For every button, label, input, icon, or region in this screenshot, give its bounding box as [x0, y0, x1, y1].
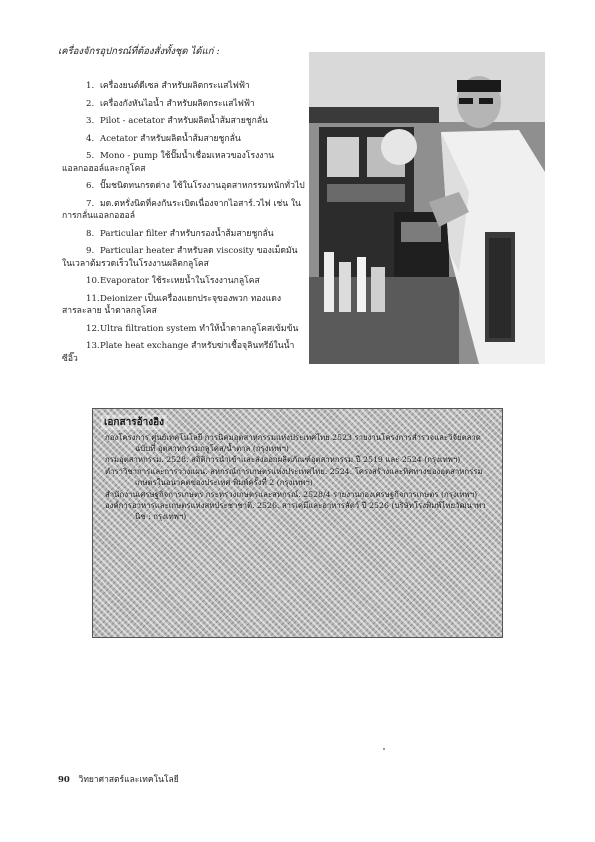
- list-item-text: Acetator สำหรับผลิตน้ำส้มสายชูกลั่น: [100, 133, 241, 144]
- reference-item: ตำราวิชาการและการวางแผน. สหกรณ์การเกษตรแห่งประเทศไทย. 2524. โครงสร้างและทิศทางของอุตสาหกรรมเกษตรในอนาคตของประเทศ พิมพ์ครั้งที่ 2 (กรุงเทพฯ): [105, 467, 483, 487]
- list-item: [62, 180, 307, 193]
- list-item-text: มด.ตหรั่งนิตที่คงกันระเบิดเนื่องจากไอสาร์.วไฟ เช่น ในการกลั่นแอลกอฮอล์: [62, 198, 301, 221]
- list-item: [62, 340, 307, 365]
- list-item-text: Particular heater สำหรับลด viscosity ของเม็ดมันในเวลาต้มรวดเร็วในโรงงานผลิตกลูโคส: [62, 246, 298, 269]
- lab-photo-illustration: [309, 52, 545, 364]
- list-item: [62, 133, 307, 146]
- list-item: [62, 98, 307, 111]
- page-footer: [58, 772, 179, 786]
- list-item-text: Particular filter สำหรับกรองน้ำส้มสายชูกลั่น: [100, 228, 274, 239]
- list-item: [62, 245, 307, 270]
- list-item-number: 3.: [86, 116, 95, 126]
- list-item-text: Mono - pump ใช้ปั๊มน้ำเชื่อมเหลวของโรงงานแอลกอฮอล์และกลูโคส: [62, 151, 275, 174]
- list-item-number: 11.: [86, 293, 100, 304]
- references-list: [105, 433, 495, 524]
- list-item: [62, 323, 307, 336]
- list-item-number: 5.: [86, 151, 95, 161]
- list-item-number: 7.: [86, 198, 95, 209]
- scan-speck: [383, 748, 385, 750]
- list-item-number: 4.: [86, 133, 95, 144]
- list-item-number: 13.: [86, 341, 100, 351]
- list-item: [62, 198, 307, 223]
- equipment-list: [62, 80, 307, 370]
- list-item-text: ปั๊มชนิดทนกรดด่าง ใช้ในโรงงานอุตสาหกรรมหนักทั่วไป: [100, 181, 305, 191]
- list-item-text: Ultra filtration system ทำให้น้ำตาลกลูโคสเข้มข้น: [100, 323, 299, 334]
- page-number: 90: [58, 775, 70, 785]
- reference-item: สำนักงานเศรษฐกิจการเกษตร กระทรวงเกษตรและสหกรณ์. 2528/4 รายงานกองเศรษฐกิจการเกษตร (กรุงเทพฯ): [105, 489, 478, 499]
- list-item: [62, 115, 307, 128]
- list-item-number: 1.: [86, 81, 95, 91]
- list-item-number: 10.: [86, 276, 100, 286]
- list-item-text: Plate heat exchange สำหรับฆ่าเชื้อจุลินทรีย์ในน้ำซีอิ๊ว: [62, 341, 295, 364]
- list-item-text: Deionizer เป็นเครื่องแยกประจุของพวก ทองแดง สารละลาย น้ำตาลกลูโคส: [62, 293, 282, 316]
- equipment-intro: เครื่องจักรอุปกรณ์ที่ต้องสั่งทั้งชุด ได้แก่ :: [58, 46, 220, 57]
- list-item-number: 12.: [86, 323, 100, 334]
- list-item: [62, 228, 307, 241]
- list-item-text: เครื่องยนต์ดีเซล สำหรับผลิตกระแสไฟฟ้า: [100, 81, 250, 91]
- list-item-text: เครื่องกังหันไอน้ำ สำหรับผลิตกระแสไฟฟ้า: [100, 98, 255, 109]
- reference-item: องค์การอาหารและเกษตรแห่งสหประชาชาติ. 2526. สารเคมีและอาหารสัตว์ ปี 2526 (บริษัทโรงพิมพ์ไทยวัฒนาพานิช : กรุงเทพฯ): [105, 501, 486, 521]
- reference-item: กรมอุตสาหกรรม. 2528. สถิติการนำเข้าและส่งออกผลิตภัณฑ์อุตสาหกรรม ปี 2519 และ 2524 (กรุงเทพฯ): [105, 455, 461, 465]
- list-item-text: Pilot - acetator สำหรับผลิตน้ำส้มสายชูกลั่น: [100, 116, 268, 126]
- list-item: [62, 80, 307, 93]
- references-title: เอกสารอ้างอิง: [101, 415, 167, 430]
- list-item: [62, 293, 307, 318]
- list-item-number: 8.: [86, 228, 95, 239]
- references-box: [92, 408, 503, 638]
- list-item-number: 9.: [86, 246, 95, 256]
- footer-title: วิทยาศาสตร์และเทคโนโลยี: [78, 775, 179, 785]
- list-item-number: 2.: [86, 98, 95, 109]
- lab-photo: [309, 52, 545, 364]
- list-item-text: Evaporator ใช้ระเหยน้ำในโรงงานกลูโคส: [100, 276, 260, 286]
- reference-item: กองโครงการ ศูนย์เทคโนโลยี การนิคมอุตสาหกรรมแห่งประเทศไทย 2523 รายงานโครงการสำรวจและวิจัยตลาด ฉบับที่ อุตสาหกรรมกลูโคส/น้ำตาล (กรุงเทพฯ): [105, 433, 481, 453]
- list-item: [62, 275, 307, 288]
- list-item: [62, 150, 307, 175]
- list-item-number: 6.: [86, 181, 95, 191]
